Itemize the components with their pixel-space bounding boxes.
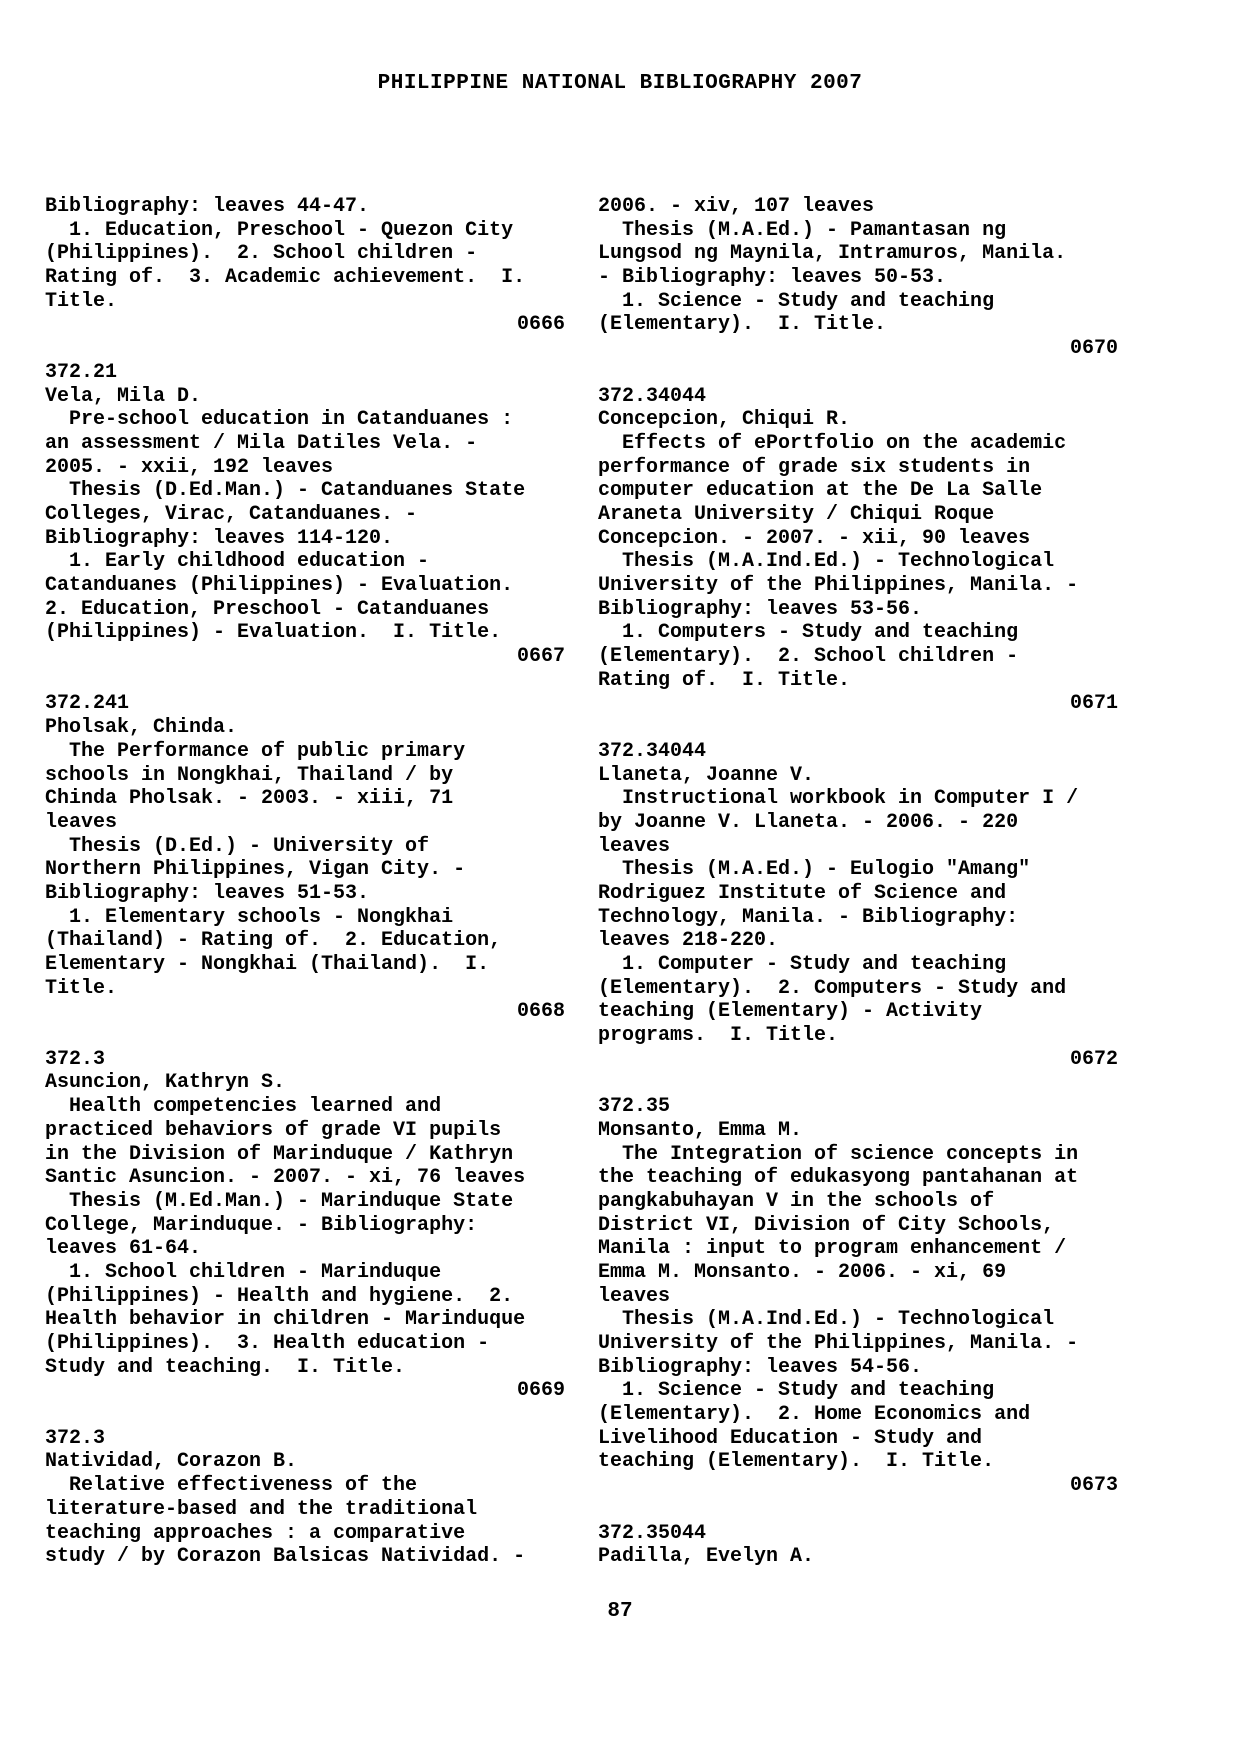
text-line: Bibliography: leaves 51-53. [45, 881, 370, 905]
text-line: Llaneta, Joanne V. [598, 763, 815, 787]
text-line: leaves 218-220. [598, 929, 779, 953]
text-line: leaves [45, 810, 118, 834]
text-line: Elementary - Nongkhai (Thailand). I. [45, 953, 490, 976]
entry-number: 0673 [1069, 1474, 1118, 1498]
text-line: Concepcion, Chiqui R. [598, 408, 851, 432]
blank-line [45, 337, 565, 361]
text-line: 372.3 [45, 1426, 106, 1450]
text-line: 1. Computers - Study and teaching [598, 621, 1019, 645]
text-line: Monsanto, Emma M. [598, 1118, 803, 1142]
blank-line [598, 361, 1118, 385]
text-line: Thesis (M.A.Ind.Ed.) - Technological [598, 1308, 1055, 1332]
text-line: 372.34044 [598, 739, 707, 763]
text-line: Bibliography: leaves 44-47. [45, 195, 370, 218]
text-line: Bibliography: leaves 114-120. [45, 526, 394, 550]
text-line: literature-based and the traditional [45, 1497, 478, 1521]
text-line: 372.35044 [598, 1521, 707, 1545]
text-line: Thesis (M.A.Ed.) - Eulogio "Amang" [598, 858, 1031, 882]
text-line: schools in Nongkhai, Thailand / by [45, 763, 454, 787]
text-line: teaching (Elementary). I. Title. [598, 1450, 995, 1474]
text-line: (Elementary). 2. Home Economics and [598, 1403, 1031, 1427]
text-line: Padilla, Evelyn A. [598, 1545, 815, 1569]
text-line: teaching (Elementary) - Activity [598, 1000, 983, 1024]
text-line: performance of grade six students in [598, 455, 1031, 479]
text-line: Thesis (M.A.Ind.Ed.) - Technological [598, 550, 1055, 574]
text-line: in the Division of Marinduque / Kathryn [45, 1142, 514, 1166]
text-line: (Philippines) - Evaluation. I. Title. [45, 621, 502, 645]
blank-line [598, 1498, 1118, 1522]
text-line: College, Marinduque. - Bibliography: [45, 1213, 478, 1237]
text-line: Relative effectiveness of the [45, 1474, 418, 1498]
text-line: Thesis (M.A.Ed.) - Pamantasan ng [598, 218, 1007, 242]
text-line: - Bibliography: leaves 50-53. [598, 266, 947, 290]
text-line: Thesis (M.Ed.Man.) - Marinduque State [45, 1189, 514, 1213]
blank-line [45, 669, 565, 693]
blank-line [45, 1403, 565, 1427]
text-line: (Elementary). 2. School children - [598, 645, 1019, 669]
text-line: an assessment / Mila Datiles Vela. - [45, 431, 478, 455]
text-line: 372.21 [45, 360, 118, 384]
text-line: District VI, Division of City Schools, [598, 1213, 1055, 1237]
text-line: Northern Philippines, Vigan City. - [45, 858, 466, 882]
blank-line [598, 1071, 1118, 1095]
text-line: Rodriguez Institute of Science and [598, 881, 1007, 905]
text-line: Effects of ePortfolio on the academic [598, 431, 1067, 455]
text-line: 1. Science - Study and teaching [598, 1379, 995, 1403]
text-line: Santic Asuncion. - 2007. - xi, 76 leaves [45, 1166, 526, 1190]
entry-number: 0666 [516, 313, 565, 337]
text-line: Pre-school education in Catanduanes : [45, 408, 514, 432]
text-line: Manila : input to program enhancement / [598, 1237, 1067, 1261]
text-line: (Thailand) - Rating of. 2. Education, [45, 929, 502, 953]
entry-number: 0672 [1069, 1047, 1118, 1071]
text-line: pangkabuhayan V in the schools of [598, 1189, 995, 1213]
text-line: 2005. - xxii, 192 leaves [45, 455, 334, 479]
text-line: by Joanne V. Llaneta. - 2006. - 220 [598, 810, 1019, 834]
text-line: practiced behaviors of grade VI pupils [45, 1118, 502, 1142]
text-line: Chinda Pholsak. - 2003. - xiii, 71 [45, 787, 454, 811]
text-line: Asuncion, Kathryn S. [45, 1071, 286, 1095]
text-line: leaves [598, 1284, 671, 1308]
entry-number: 0668 [516, 1000, 565, 1024]
text-line: Colleges, Virac, Catanduanes. - [45, 502, 418, 526]
text-line: Thesis (D.Ed.Man.) - Catanduanes State [45, 479, 526, 503]
text-line: 1. Early childhood education - [45, 550, 430, 574]
text-line: 1. Elementary schools - Nongkhai [45, 905, 454, 929]
text-line: (Philippines). 3. Health education - [45, 1332, 490, 1355]
text-line: Bibliography: leaves 54-56. [598, 1355, 923, 1379]
text-line: Study and teaching. I. Title. [45, 1355, 406, 1379]
entry-number: 0669 [516, 1379, 565, 1403]
blank-line [598, 716, 1118, 740]
text-line: Technology, Manila. - Bibliography: [598, 905, 1019, 929]
text-line: study / by Corazon Balsicas Natividad. - [45, 1545, 526, 1569]
text-line: computer education at the De La Salle [598, 479, 1043, 503]
text-line: (Elementary). 2. Computers - Study and [598, 976, 1067, 1000]
text-line: (Philippines) - Health and hygiene. 2. [45, 1284, 514, 1308]
text-line: 1. Computer - Study and teaching [598, 953, 1007, 976]
text-line: University of the Philippines, Manila. - [598, 1332, 1079, 1355]
text-line: 372.3 [45, 1047, 106, 1071]
text-line: Pholsak, Chinda. [45, 716, 238, 740]
text-line: Bibliography: leaves 53-56. [598, 597, 923, 621]
text-line: The Integration of science concepts in [598, 1142, 1079, 1166]
text-line: teaching approaches : a comparative [45, 1521, 466, 1545]
entry-number: 0671 [1069, 692, 1118, 716]
text-line: Title. [45, 976, 118, 1000]
text-line: Concepcion. - 2007. - xii, 90 leaves [598, 526, 1031, 550]
entry-number: 0667 [516, 645, 565, 669]
text-line: Livelihood Education - Study and [598, 1426, 983, 1450]
text-line: Health behavior in children - Marinduque [45, 1308, 526, 1332]
text-line: leaves 61-64. [45, 1237, 202, 1261]
text-line: (Elementary). I. Title. [598, 313, 887, 337]
text-line: University of the Philippines, Manila. - [598, 574, 1079, 597]
text-line: Rating of. 3. Academic achievement. I. [45, 266, 526, 290]
text-line: 1. Education, Preschool - Quezon City [45, 218, 514, 242]
entry-number: 0670 [1069, 337, 1118, 361]
text-line: Health competencies learned and [45, 1095, 442, 1119]
text-line: 372.241 [45, 692, 130, 716]
text-line: Lungsod ng Maynila, Intramuros, Manila. [598, 242, 1067, 266]
text-line: Araneta University / Chiqui Roque [598, 502, 995, 526]
text-line: 2. Education, Preschool - Catanduanes [45, 597, 490, 621]
text-line: Thesis (D.Ed.) - University of [45, 834, 430, 858]
left-column [45, 195, 565, 1569]
text-line: The Performance of public primary [45, 739, 466, 763]
text-line: the teaching of edukasyong pantahanan at [598, 1166, 1079, 1190]
text-line: 372.35 [598, 1095, 671, 1119]
page-header: PHILIPPINE NATIONAL BIBLIOGRAPHY 2007 [377, 72, 863, 95]
text-line: Natividad, Corazon B. [45, 1450, 298, 1474]
text-line: 1. School children - Marinduque [45, 1260, 442, 1284]
text-line: leaves [598, 834, 671, 858]
text-line: Title. [45, 289, 118, 313]
text-line: Rating of. I. Title. [598, 668, 851, 692]
text-line: 2006. - xiv, 107 leaves [598, 195, 875, 218]
page-number: 87 [607, 1600, 633, 1623]
text-line: 372.34044 [598, 384, 707, 408]
text-line: (Philippines). 2. School children - [45, 242, 478, 266]
text-line: 1. Science - Study and teaching [598, 289, 995, 313]
text-line: Catanduanes (Philippines) - Evaluation. [45, 574, 514, 597]
blank-line [45, 1024, 565, 1048]
text-line: Emma M. Monsanto. - 2006. - xi, 69 [598, 1260, 1007, 1284]
text-line: Instructional workbook in Computer I / [598, 787, 1079, 811]
text-line: programs. I. Title. [598, 1024, 839, 1048]
right-column [598, 195, 1118, 1569]
text-line: Vela, Mila D. [45, 384, 202, 408]
